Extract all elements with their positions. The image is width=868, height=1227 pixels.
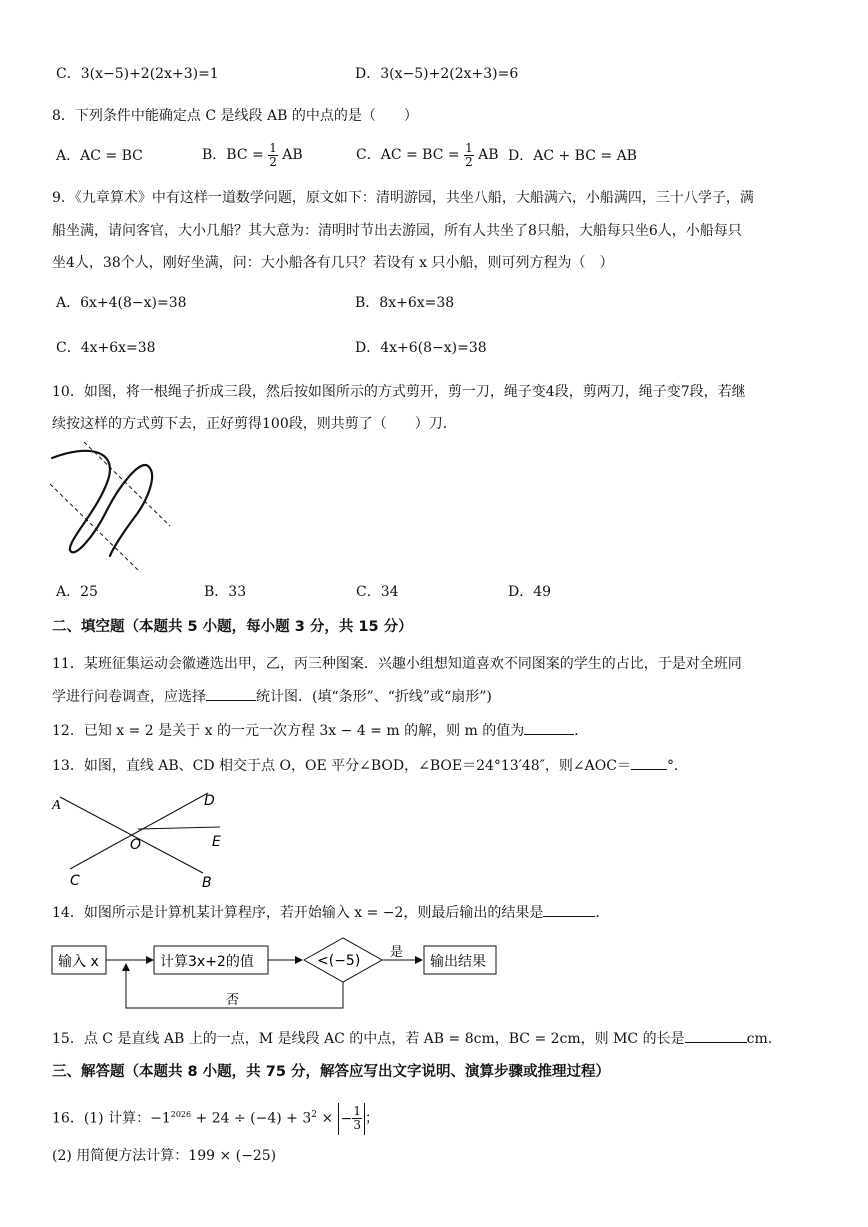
label-a: A xyxy=(52,798,61,813)
cut-line-2 xyxy=(50,484,138,570)
absolute-value: − $\frac{1}{3}$ xyxy=(338,1103,365,1135)
q9-option-b: B．8x+6x=38 xyxy=(355,295,455,311)
q11-line-1: 11．某班征集运动会徽遴选出甲，乙，丙三种图案．兴趣小组想知道喜欢不同图案的学生的占比，于是对全班同 xyxy=(52,656,742,672)
answer-blank xyxy=(631,755,667,770)
section-3-title: 三、解答题（本题共 8 小题，共 75 分，解答应写出文字说明、演算步骤或推理过程） xyxy=(52,1064,610,1080)
rope-figure xyxy=(48,440,178,570)
flowchart xyxy=(48,934,508,1014)
q10-option-b: B．33 xyxy=(204,584,247,600)
yes-label: 是 xyxy=(390,945,404,960)
q7-option-c: C．3(x−5)+2(2x+3)=1 xyxy=(56,66,219,82)
q16-part-2: (2) 用简便方法计算：199 × (−25) xyxy=(52,1148,277,1164)
label-e: E xyxy=(212,834,221,850)
q11-line-2: 学进行问卷调查，应选择 统计图．(填“条形”、“折线”或“扇形”) xyxy=(52,686,492,707)
answer-blank xyxy=(543,902,595,917)
q8-option-b: B．BC = $\frac{1}{2}$ AB xyxy=(202,140,303,169)
q9-line-3: 坐4人，38个人，刚好坐满，问：大小船各有几只？若设有 x 只小船，则可列方程为（ ） xyxy=(52,255,614,271)
q9-line-2: 船坐满，请问客官，大小几船？其大意为：清明时节出去游园，所有人共坐了8只船，大船每只坐6人，小船每只 xyxy=(52,223,742,239)
q12: 12．已知 x = 2 是关于 x 的一元一次方程 3x − 4 = m 的解，则 m 的值为 ． xyxy=(52,720,588,741)
rope-path xyxy=(52,451,152,556)
q10-option-c: C．34 xyxy=(356,584,399,600)
q8-option-c: C．AC = BC = $\frac{1}{2}$ AB xyxy=(356,140,499,169)
ray-oe xyxy=(138,827,220,829)
q10-line-1: 10．如图，将一根绳子折成三段，然后按如图所示的方式剪开，剪一刀，绳子变4段，剪两刀，绳子变7段，若继 xyxy=(52,384,746,400)
fraction-half: $\frac{1}{2}$ xyxy=(465,140,473,169)
q9-line-1: 9．《九章算术》中有这样一道数学问题，原文如下：清明游园，共坐八船，大船满六，小船满四，三十八学子，满 xyxy=(52,190,754,206)
line-cd xyxy=(70,793,208,869)
answer-blank xyxy=(685,1028,747,1043)
q10-option-d: D．49 xyxy=(508,584,552,600)
label-c: C xyxy=(70,873,80,889)
input-label: 输入 x xyxy=(58,954,99,970)
q9-option-a: A．6x+4(8−x)=38 xyxy=(56,295,187,311)
label-b: B xyxy=(202,875,212,891)
q8-option-d: D．AC + BC = AB xyxy=(508,148,637,164)
q8-stem: 8．下列条件中能确定点 C 是线段 AB 的中点的是（ ） xyxy=(52,108,418,124)
q15: 15．点 C 是直线 AB 上的一点，M 是线段 AC 的中点，若 AB = 8cm，BC = 2cm，则 MC 的长是 cm. xyxy=(52,1028,772,1049)
compute-label: 计算3x+2的值 xyxy=(160,954,254,970)
label-o: O xyxy=(130,837,142,853)
no-label: 否 xyxy=(226,993,240,1008)
answer-blank xyxy=(206,686,256,701)
q9-option-d: D．4x+6(8−x)=38 xyxy=(355,340,487,356)
q14: 14．如图所示是计算机某计算程序，若开始输入 x = −2，则最后输出的结果是 ． xyxy=(52,902,609,923)
output-label: 输出结果 xyxy=(430,954,486,970)
q16-part-1: 16．(1) 计算：$-1^{2026} + 24 \div (-4) + 3^2$ × − $\frac{1}{3}$ ； xyxy=(52,1098,379,1136)
q10-line-2: 续按这样的方式剪下去，正好剪得100段，则共剪了（ ）刀． xyxy=(52,416,457,432)
q9-option-c: C．4x+6x=38 xyxy=(56,340,156,356)
fraction-half: $\frac{1}{2}$ xyxy=(269,140,277,169)
section-2-title: 二、填空题（本题共 5 小题，每小题 3 分，共 15 分） xyxy=(52,619,413,635)
label-d: D xyxy=(204,793,215,809)
q13: 13．如图，直线 AB、CD 相交于点 O，OE 平分∠BOD，∠BOE＝24°13′48″，则∠AOC＝ °． xyxy=(52,755,688,776)
q10-option-a: A．25 xyxy=(56,584,98,600)
fraction-third: $\frac{1}{3}$ xyxy=(353,1104,362,1133)
condition-label: <(−5) xyxy=(317,953,361,969)
q8-option-a: A．AC = BC xyxy=(56,148,143,164)
intersecting-lines-figure xyxy=(48,785,248,893)
q7-option-d: D．3(x−5)+2(2x+3)=6 xyxy=(355,66,519,82)
cut-line-1 xyxy=(84,442,170,526)
answer-blank xyxy=(524,720,574,735)
